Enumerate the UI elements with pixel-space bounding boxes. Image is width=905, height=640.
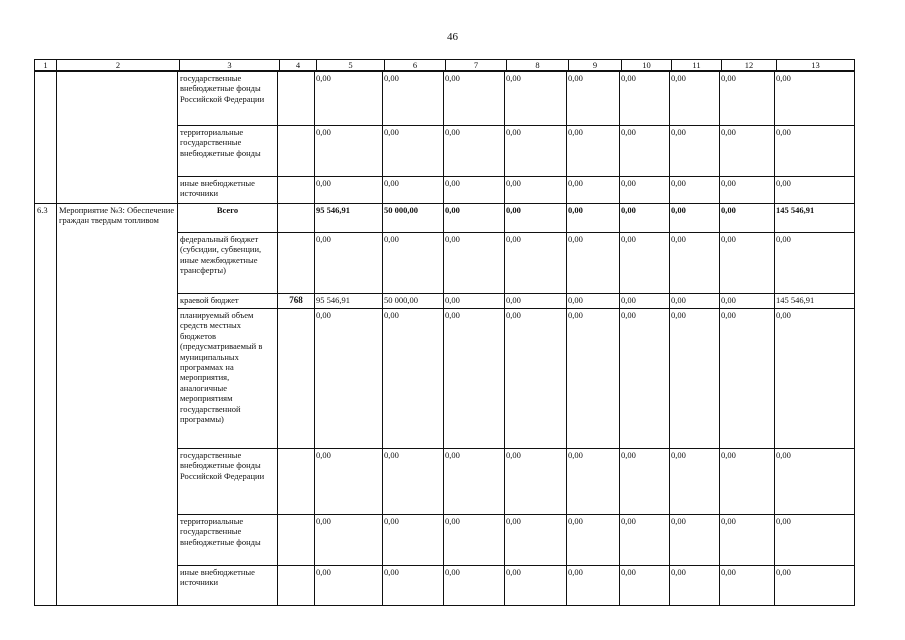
value-cell: 0,00 (444, 449, 505, 515)
value-cell: 0,00 (670, 72, 720, 126)
value-cell: 0,00 (775, 233, 855, 294)
value-cell: 0,00 (720, 72, 775, 126)
value-cell: 0,00 (620, 309, 670, 449)
value-cell: 0,00 (444, 294, 505, 309)
value-cell: 0,00 (567, 515, 620, 566)
column-header: 3 (180, 60, 280, 71)
value-cell: 95 546,91 (315, 294, 383, 309)
value-cell: 0,00 (775, 177, 855, 204)
value-cell: 0,00 (315, 309, 383, 449)
value-cell: 0,00 (567, 72, 620, 126)
value-cell: 0,00 (720, 177, 775, 204)
column-number-header (34, 59, 855, 71)
value-cell: 0,00 (505, 566, 567, 606)
source-cell: федеральный бюджет (субсидии, субвенции, иные межбюджетные трансферты) (178, 233, 278, 294)
column-header: 11 (672, 60, 722, 71)
value-cell: 0,00 (720, 566, 775, 606)
code-cell (278, 449, 315, 515)
value-cell: 50 000,00 (383, 204, 444, 233)
value-cell: 0,00 (383, 566, 444, 606)
value-cell: 0,00 (775, 72, 855, 126)
source-cell: государственные внебюджетные фонды Российской Федерации (178, 72, 278, 126)
column-header: 5 (317, 60, 385, 71)
value-cell: 0,00 (567, 204, 620, 233)
value-cell: 0,00 (444, 515, 505, 566)
value-cell: 0,00 (505, 177, 567, 204)
value-cell: 0,00 (567, 233, 620, 294)
value-cell: 50 000,00 (383, 294, 444, 309)
value-cell: 0,00 (383, 72, 444, 126)
value-cell: 0,00 (620, 449, 670, 515)
value-cell: 0,00 (444, 72, 505, 126)
page-number: 46 (447, 31, 458, 43)
measure-title: Мероприятие №3: Обеспечение граждан твердым топливом (57, 204, 178, 606)
value-cell: 0,00 (505, 515, 567, 566)
table-row (35, 72, 855, 126)
source-cell: территориальные государственные внебюджетные фонды (178, 515, 278, 566)
value-cell: 0,00 (620, 233, 670, 294)
source-cell: Всего (178, 204, 278, 233)
value-cell: 0,00 (315, 233, 383, 294)
value-cell: 0,00 (620, 204, 670, 233)
code-cell (278, 126, 315, 177)
value-cell: 0,00 (315, 449, 383, 515)
value-cell: 0,00 (444, 204, 505, 233)
value-cell: 0,00 (505, 72, 567, 126)
financing-table (34, 71, 855, 606)
code-cell (278, 72, 315, 126)
value-cell: 0,00 (505, 309, 567, 449)
source-cell: планируемый объем средств местных бюджетов (предусматриваемый в муниципальных программах на мероприятия, аналогичные мероприятиям государственной программы) (178, 309, 278, 449)
value-cell: 0,00 (775, 309, 855, 449)
measure-number: 6.3 (35, 204, 57, 606)
source-cell: территориальные государственные внебюджетные фонды (178, 126, 278, 177)
code-cell: 768 (278, 294, 315, 309)
value-cell: 0,00 (567, 177, 620, 204)
value-cell: 0,00 (567, 566, 620, 606)
value-cell: 0,00 (620, 126, 670, 177)
column-header: 12 (722, 60, 777, 71)
value-cell: 0,00 (315, 515, 383, 566)
column-header: 8 (507, 60, 569, 71)
value-cell: 0,00 (720, 294, 775, 309)
source-cell: государственные внебюджетные фонды Российской Федерации (178, 449, 278, 515)
value-cell: 0,00 (383, 177, 444, 204)
value-cell: 0,00 (670, 233, 720, 294)
value-cell: 0,00 (720, 449, 775, 515)
value-cell: 0,00 (567, 126, 620, 177)
value-cell: 0,00 (315, 177, 383, 204)
value-cell: 0,00 (383, 233, 444, 294)
code-cell (278, 233, 315, 294)
value-cell: 0,00 (670, 515, 720, 566)
value-cell: 0,00 (670, 449, 720, 515)
measure-number-cell (35, 72, 57, 204)
value-cell: 0,00 (620, 177, 670, 204)
value-cell: 0,00 (505, 233, 567, 294)
code-cell (278, 566, 315, 606)
value-cell: 0,00 (315, 126, 383, 177)
column-header: 1 (35, 60, 57, 71)
column-header: 10 (622, 60, 672, 71)
value-cell: 0,00 (505, 204, 567, 233)
value-cell: 0,00 (720, 126, 775, 177)
value-cell: 0,00 (383, 515, 444, 566)
column-header: 13 (777, 60, 855, 71)
value-cell: 145 546,91 (775, 294, 855, 309)
column-header: 6 (385, 60, 446, 71)
value-cell: 95 546,91 (315, 204, 383, 233)
source-cell: иные внебюджетные источники (178, 177, 278, 204)
value-cell: 0,00 (620, 566, 670, 606)
value-cell: 0,00 (670, 177, 720, 204)
value-cell: 0,00 (720, 515, 775, 566)
value-cell: 0,00 (505, 449, 567, 515)
value-cell: 0,00 (670, 566, 720, 606)
column-header: 4 (280, 60, 317, 71)
value-cell: 0,00 (620, 294, 670, 309)
column-header: 7 (446, 60, 507, 71)
value-cell: 0,00 (775, 566, 855, 606)
code-cell (278, 177, 315, 204)
value-cell: 0,00 (505, 126, 567, 177)
value-cell: 145 546,91 (775, 204, 855, 233)
value-cell: 0,00 (505, 294, 567, 309)
value-cell: 0,00 (670, 294, 720, 309)
value-cell: 0,00 (567, 309, 620, 449)
value-cell: 0,00 (720, 204, 775, 233)
value-cell: 0,00 (620, 72, 670, 126)
value-cell: 0,00 (670, 204, 720, 233)
value-cell: 0,00 (383, 309, 444, 449)
value-cell: 0,00 (775, 126, 855, 177)
value-cell: 0,00 (444, 126, 505, 177)
source-cell: иные внебюджетные источники (178, 566, 278, 606)
value-cell: 0,00 (670, 126, 720, 177)
code-cell (278, 309, 315, 449)
value-cell: 0,00 (567, 294, 620, 309)
value-cell: 0,00 (315, 72, 383, 126)
value-cell: 0,00 (670, 309, 720, 449)
value-cell: 0,00 (383, 126, 444, 177)
column-header: 9 (569, 60, 622, 71)
code-cell (278, 515, 315, 566)
value-cell: 0,00 (444, 233, 505, 294)
value-cell: 0,00 (444, 566, 505, 606)
value-cell: 0,00 (620, 515, 670, 566)
value-cell: 0,00 (444, 177, 505, 204)
value-cell: 0,00 (315, 566, 383, 606)
column-header: 2 (57, 60, 180, 71)
value-cell: 0,00 (775, 515, 855, 566)
value-cell: 0,00 (567, 449, 620, 515)
code-cell (278, 204, 315, 233)
value-cell: 0,00 (720, 309, 775, 449)
value-cell: 0,00 (444, 309, 505, 449)
table-row-total (35, 204, 855, 233)
source-cell: краевой бюджет (178, 294, 278, 309)
value-cell: 0,00 (775, 449, 855, 515)
value-cell: 0,00 (383, 449, 444, 515)
value-cell: 0,00 (720, 233, 775, 294)
measure-title-cell (57, 72, 178, 204)
